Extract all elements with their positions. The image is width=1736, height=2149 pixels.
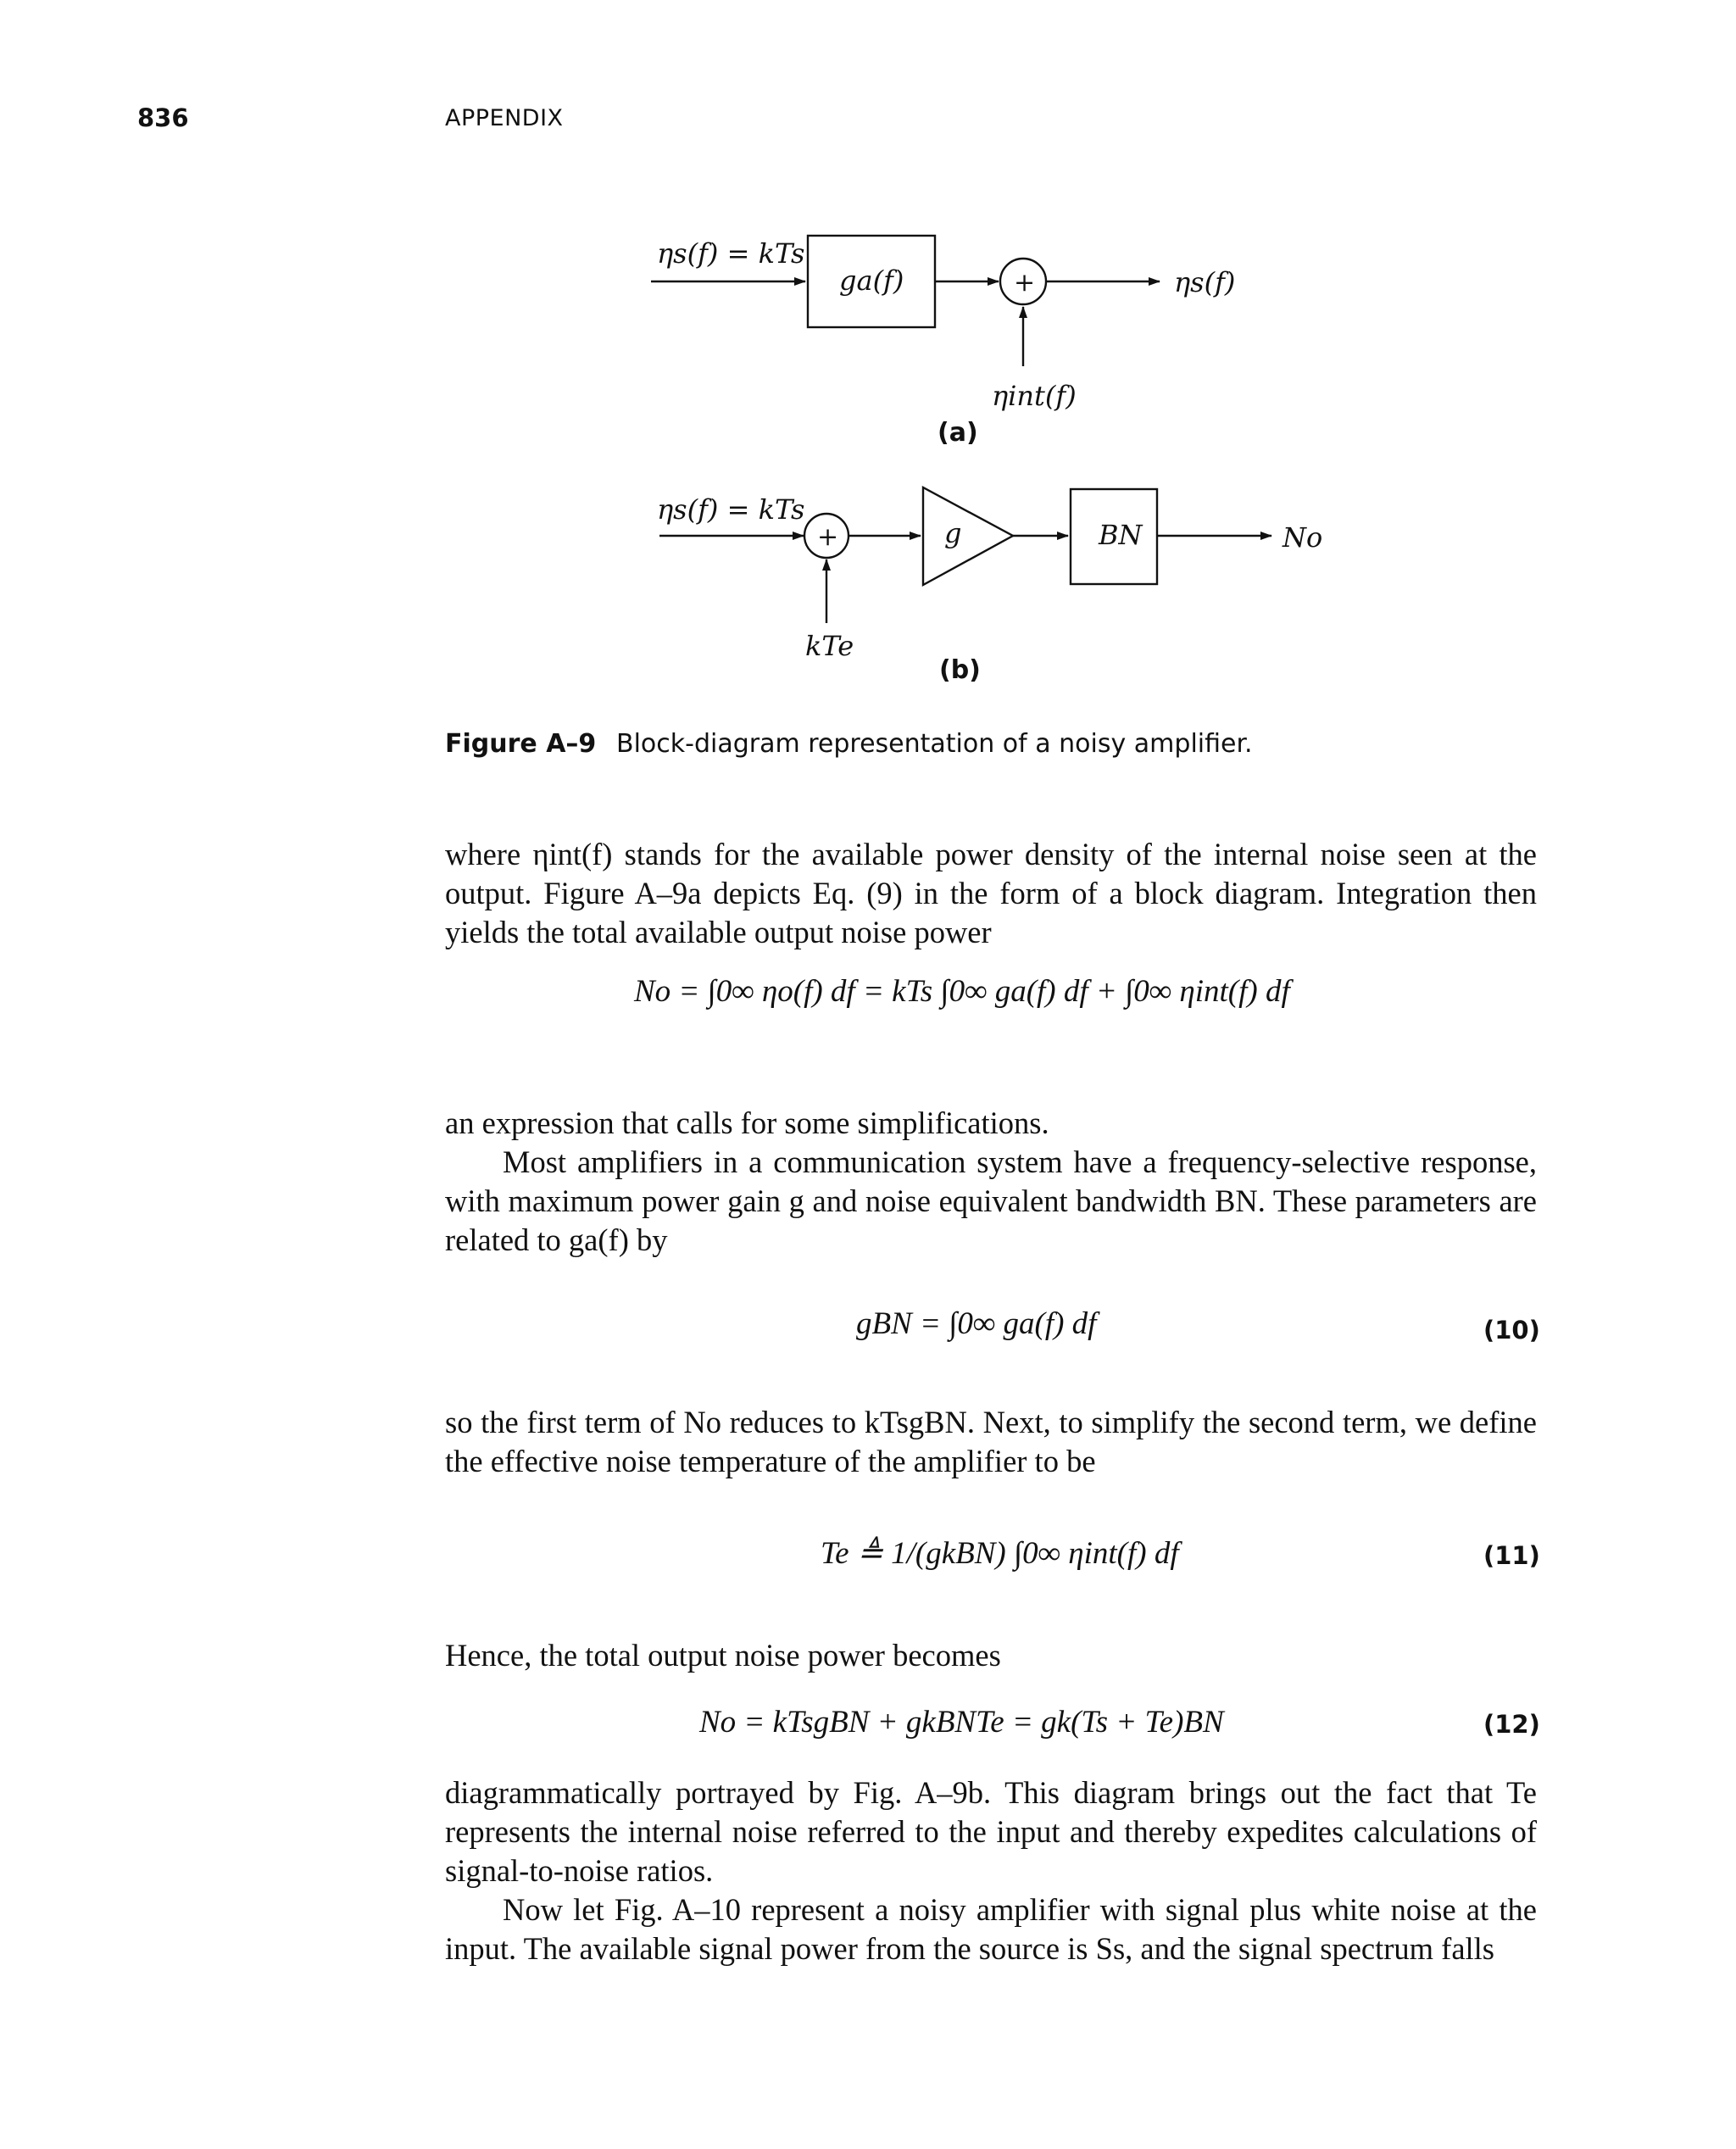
equation-10-text: gBN = ∫0∞ ga(f) df — [856, 1306, 1097, 1341]
figure-caption-text: Block-diagram representation of a noisy amplifier. — [616, 729, 1253, 759]
figure-caption-label: Figure A–9 — [445, 729, 597, 759]
diagram-b-sublabel: (b) — [939, 655, 981, 685]
paragraph-6: diagrammatically portrayed by Fig. A–9b. This diagram brings out the fact that Te represents the internal noise referred to the input and thereby expedites calculations of signal-to-noise ratios. — [445, 1775, 1537, 1888]
running-head: APPENDIX — [445, 105, 564, 131]
diagram-b-output-label: No — [1283, 521, 1323, 554]
paragraph-4: so the first term of No reduces to kTsgBN. Next, to simplify the second term, we define the effective noise temperature of the amplifier to be — [445, 1405, 1537, 1478]
diagram-a-output-label: ηs(f) — [1174, 266, 1236, 298]
paragraph-1: where ηint(f) stands for the available power density of the internal noise seen at the output. Figure A–9a depicts Eq. (9) in the form of a block diagram. Integration then yields the total available output noise power — [445, 837, 1537, 949]
paragraph-3: Most amplifiers in a communication system have a frequency-selective response, with maximum power gain g and noise equivalent bandwidth BN. These parameters are related to ga(f) by — [445, 1144, 1537, 1257]
equation-12 — [699, 1704, 1224, 1740]
diagram-a-sublabel: (a) — [938, 418, 978, 448]
equation-12-number: (12) — [1483, 1710, 1540, 1739]
diagram-b-input-label: ηs(f) = kTs — [657, 493, 805, 526]
page-number: 836 — [137, 103, 189, 132]
diagram-a — [651, 236, 1235, 448]
paragraph-5: Hence, the total output noise power becomes — [445, 1638, 1001, 1673]
equation-11 — [821, 1534, 1179, 1572]
equation-12-text: No = kTsgBN + gkBNTe = gk(Ts + Te)BN — [699, 1705, 1224, 1740]
equation-10-number: (10) — [1483, 1316, 1540, 1345]
diagram-a-noise-label: ηint(f) — [992, 380, 1077, 412]
block-diagram-figure — [0, 0, 1736, 763]
summing-plus-b: + — [817, 522, 839, 552]
figure-caption — [445, 729, 1253, 759]
paragraph-7: Now let Fig. A–10 represent a noisy amplifier with signal plus white noise at the input. The available signal power from the source is Ss, and the signal spectrum falls — [445, 1892, 1537, 1966]
equation-output-noise — [634, 973, 1290, 1010]
diagram-b — [657, 487, 1322, 685]
amplifier-gain-label: g — [944, 517, 962, 549]
paragraph-2: an expression that calls for some simplifications. — [445, 1105, 1049, 1140]
equation-11-text: Te ≜ 1/(gkBN) ∫0∞ ηint(f) df — [821, 1536, 1179, 1571]
equation-10 — [856, 1306, 1096, 1342]
amplifier-triangle — [923, 487, 1013, 585]
diagram-a-input-label: ηs(f) = kTs — [657, 237, 805, 270]
diagram-b-noise-label: kTe — [805, 630, 854, 662]
equation-11-number: (11) — [1483, 1541, 1540, 1570]
bandwidth-block-label: BN — [1099, 519, 1143, 551]
summing-plus-a: + — [1014, 268, 1036, 298]
gain-block-label: ga(f) — [839, 264, 904, 297]
equation-output-noise-text: No = ∫0∞ ηo(f) df = kTs ∫0∞ ga(f) df + ∫0∞ ηint(f) df — [634, 974, 1290, 1009]
